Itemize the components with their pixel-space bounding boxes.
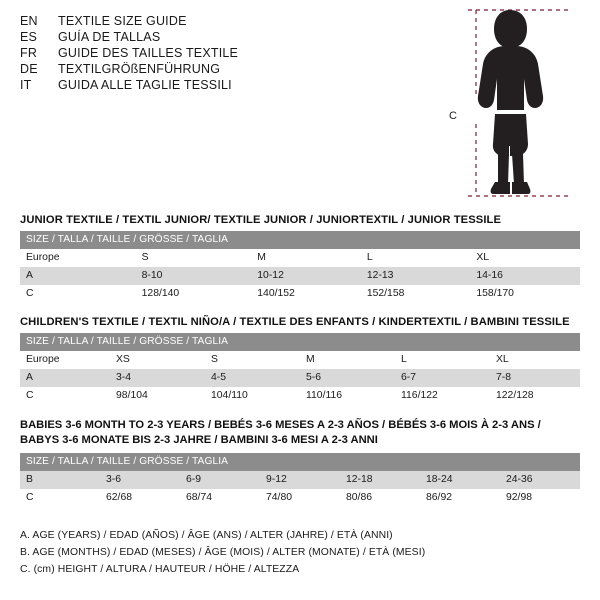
cell: 6-9: [180, 471, 260, 489]
cell: 9-12: [260, 471, 340, 489]
cell: 24-36: [500, 471, 580, 489]
table-row: [20, 489, 580, 507]
section-title-line-2: BABYS 3-6 MONATE BIS 2-3 JAHRE / BAMBINI 3-6 MESI A 2-3 ANNI: [20, 434, 378, 447]
row-label: C: [20, 285, 136, 303]
section-junior-textile: [20, 214, 580, 303]
cell: L: [395, 351, 490, 369]
table-header-cell: SIZE / TALLA / TAILLE / GRÖSSE / TAGLIA: [20, 453, 580, 471]
row-label: Europe: [20, 351, 110, 369]
cell: L: [361, 249, 471, 267]
height-measure-label: C: [449, 110, 457, 122]
cell: 104/110: [205, 387, 300, 405]
babies-size-table: [20, 453, 580, 507]
language-title: GUÍA DE TALLAS: [58, 30, 161, 44]
childrens-size-table: [20, 333, 580, 405]
header-row: [20, 14, 440, 28]
table-header-row: [20, 333, 580, 351]
table-row: [20, 351, 580, 369]
cell: 4-5: [205, 369, 300, 387]
section-title-line-1: BABIES 3-6 MONTH TO 2-3 YEARS / BEBÉS 3-6 MESES A 2-3 AÑOS / BÉBÉS 3-6 MOIS À 2-3 ANS /: [20, 419, 541, 431]
section-childrens-textile: [20, 316, 580, 405]
section-title: JUNIOR TEXTILE / TEXTIL JUNIOR/ TEXTILE JUNIOR / JUNIORTEXTIL / JUNIOR TESSILE: [20, 214, 502, 226]
language-code: ES: [20, 30, 38, 44]
cell: 122/128: [490, 387, 580, 405]
cell: 3-4: [110, 369, 205, 387]
row-label: C: [20, 387, 110, 405]
table-row: [20, 387, 580, 405]
legend-item-a: A. AGE (YEARS) / EDAD (AÑOS) / ÂGE (ANS) / ALTER (JAHRE) / ETÀ (ANNI): [20, 530, 393, 541]
table-row: [20, 369, 580, 387]
cell: 6-7: [395, 369, 490, 387]
cell: M: [300, 351, 395, 369]
language-code: EN: [20, 14, 38, 28]
language-code: DE: [20, 62, 38, 76]
header-row: [20, 46, 440, 60]
cell: 5-6: [300, 369, 395, 387]
section-title: [20, 418, 580, 448]
language-header: [20, 14, 440, 94]
row-label: A: [20, 369, 110, 387]
cell: 62/68: [100, 489, 180, 507]
cell: 80/86: [340, 489, 420, 507]
table-header-row: [20, 231, 580, 249]
cell: 116/122: [395, 387, 490, 405]
cell: 140/152: [251, 285, 361, 303]
cell: 128/140: [136, 285, 252, 303]
table-row: [20, 267, 580, 285]
language-title: GUIDA ALLE TAGLIE TESSILI: [58, 78, 232, 92]
cell: 86/92: [420, 489, 500, 507]
cell: M: [251, 249, 361, 267]
table-row: [20, 285, 580, 303]
legend: [20, 528, 580, 579]
cell: 98/104: [110, 387, 205, 405]
cell: 14-16: [470, 267, 580, 285]
section-title: CHILDREN'S TEXTILE / TEXTIL NIÑO/A / TEXTILE DES ENFANTS / KINDERTEXTIL / BAMBINI TESSILE: [20, 316, 570, 328]
language-title: TEXTILGRÖßENFÜHRUNG: [58, 62, 221, 76]
row-label: B: [20, 471, 100, 489]
cell: S: [136, 249, 252, 267]
cell: 158/170: [470, 285, 580, 303]
cell: 152/158: [361, 285, 471, 303]
header-row: [20, 62, 440, 76]
table-header-cell: SIZE / TALLA / TAILLE / GRÖSSE / TAGLIA: [20, 231, 580, 249]
cell: XL: [490, 351, 580, 369]
language-code: IT: [20, 78, 32, 92]
cell: 92/98: [500, 489, 580, 507]
cell: 18-24: [420, 471, 500, 489]
row-label: A: [20, 267, 136, 285]
cell: XS: [110, 351, 205, 369]
cell: 10-12: [251, 267, 361, 285]
cell: 8-10: [136, 267, 252, 285]
cell: XL: [470, 249, 580, 267]
cell: 3-6: [100, 471, 180, 489]
cell: 7-8: [490, 369, 580, 387]
table-row: [20, 471, 580, 489]
language-title: GUIDE DES TAILLES TEXTILE: [58, 46, 239, 60]
measurement-figure: [448, 6, 588, 201]
table-header-cell: SIZE / TALLA / TAILLE / GRÖSSE / TAGLIA: [20, 333, 580, 351]
junior-size-table: [20, 231, 580, 303]
row-label: Europe: [20, 249, 136, 267]
header-row: [20, 78, 440, 92]
legend-item-c: C. (cm) HEIGHT / ALTURA / HAUTEUR / HÖHE / ALTEZZA: [20, 563, 300, 575]
cell: 12-13: [361, 267, 471, 285]
legend-item-b: B. AGE (MONTHS) / EDAD (MESES) / ÂGE (MOIS) / ALTER (MONATE) / ETÀ (MESI): [20, 546, 426, 558]
table-header-row: [20, 453, 580, 471]
cell: 68/74: [180, 489, 260, 507]
header-row: [20, 30, 440, 44]
language-title: TEXTILE SIZE GUIDE: [58, 14, 187, 28]
toddler-silhouette-icon: [448, 6, 588, 201]
cell: 12-18: [340, 471, 420, 489]
cell: S: [205, 351, 300, 369]
cell: 110/116: [300, 387, 395, 405]
language-code: FR: [20, 46, 38, 60]
table-row: [20, 249, 580, 267]
section-babies-textile: [20, 418, 580, 507]
cell: 74/80: [260, 489, 340, 507]
row-label: C: [20, 489, 100, 507]
